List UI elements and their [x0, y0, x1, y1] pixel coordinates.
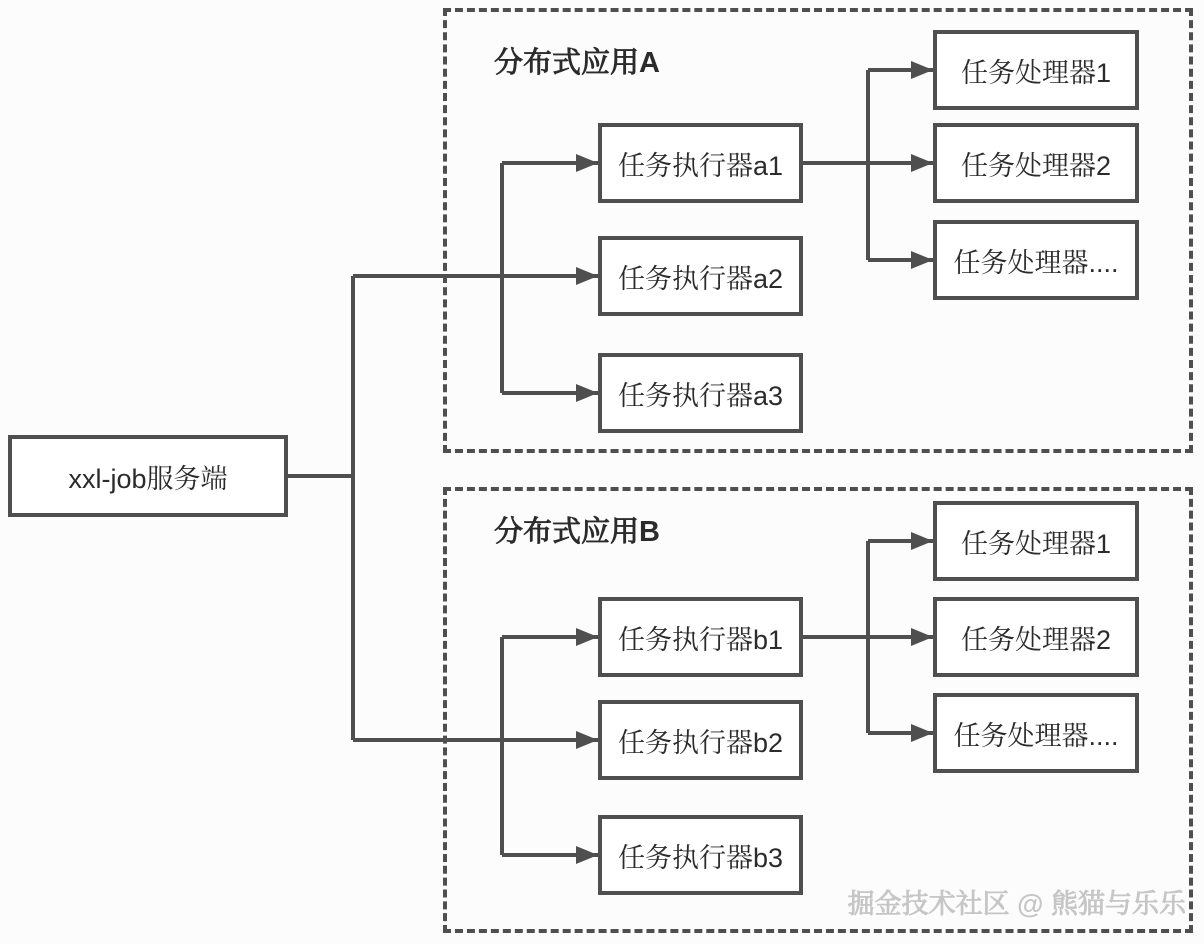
group-b-title: 分布式应用B — [494, 516, 660, 548]
node-a-handler-more — [933, 220, 1139, 300]
group-a-title: 分布式应用A — [494, 47, 660, 79]
watermark-text: 掘金技术社区 @ 熊猫与乐乐 — [847, 889, 1186, 919]
node-executor-b3 — [598, 815, 803, 895]
node-a-handler-1 — [933, 30, 1139, 110]
node-executor-a2 — [598, 236, 803, 316]
node-label: 任务处理器2 — [960, 150, 1112, 181]
node-executor-a3 — [598, 353, 803, 433]
node-executor-b1 — [598, 597, 803, 677]
node-label: 任务处理器1 — [960, 528, 1112, 559]
node-label: 任务处理器.... — [953, 720, 1119, 751]
node-executor-b2 — [598, 700, 803, 780]
node-b-handler-more — [933, 693, 1139, 773]
node-b-handler-2 — [933, 597, 1139, 677]
node-label: xxl-job服务端 — [68, 463, 228, 494]
node-label: 任务执行器a2 — [617, 263, 784, 294]
node-xxl-job-server — [8, 435, 288, 517]
node-b-handler-1 — [933, 501, 1139, 581]
node-executor-a1 — [598, 123, 803, 203]
node-label: 任务执行器b2 — [617, 727, 784, 758]
node-label: 任务执行器a3 — [617, 380, 784, 411]
node-label: 任务执行器b1 — [617, 624, 784, 655]
node-label: 任务执行器b3 — [617, 842, 784, 873]
node-label: 任务处理器2 — [960, 624, 1112, 655]
node-label: 任务处理器.... — [953, 247, 1119, 278]
node-label: 任务执行器a1 — [617, 150, 784, 181]
node-a-handler-2 — [933, 123, 1139, 203]
node-label: 任务处理器1 — [960, 57, 1112, 88]
